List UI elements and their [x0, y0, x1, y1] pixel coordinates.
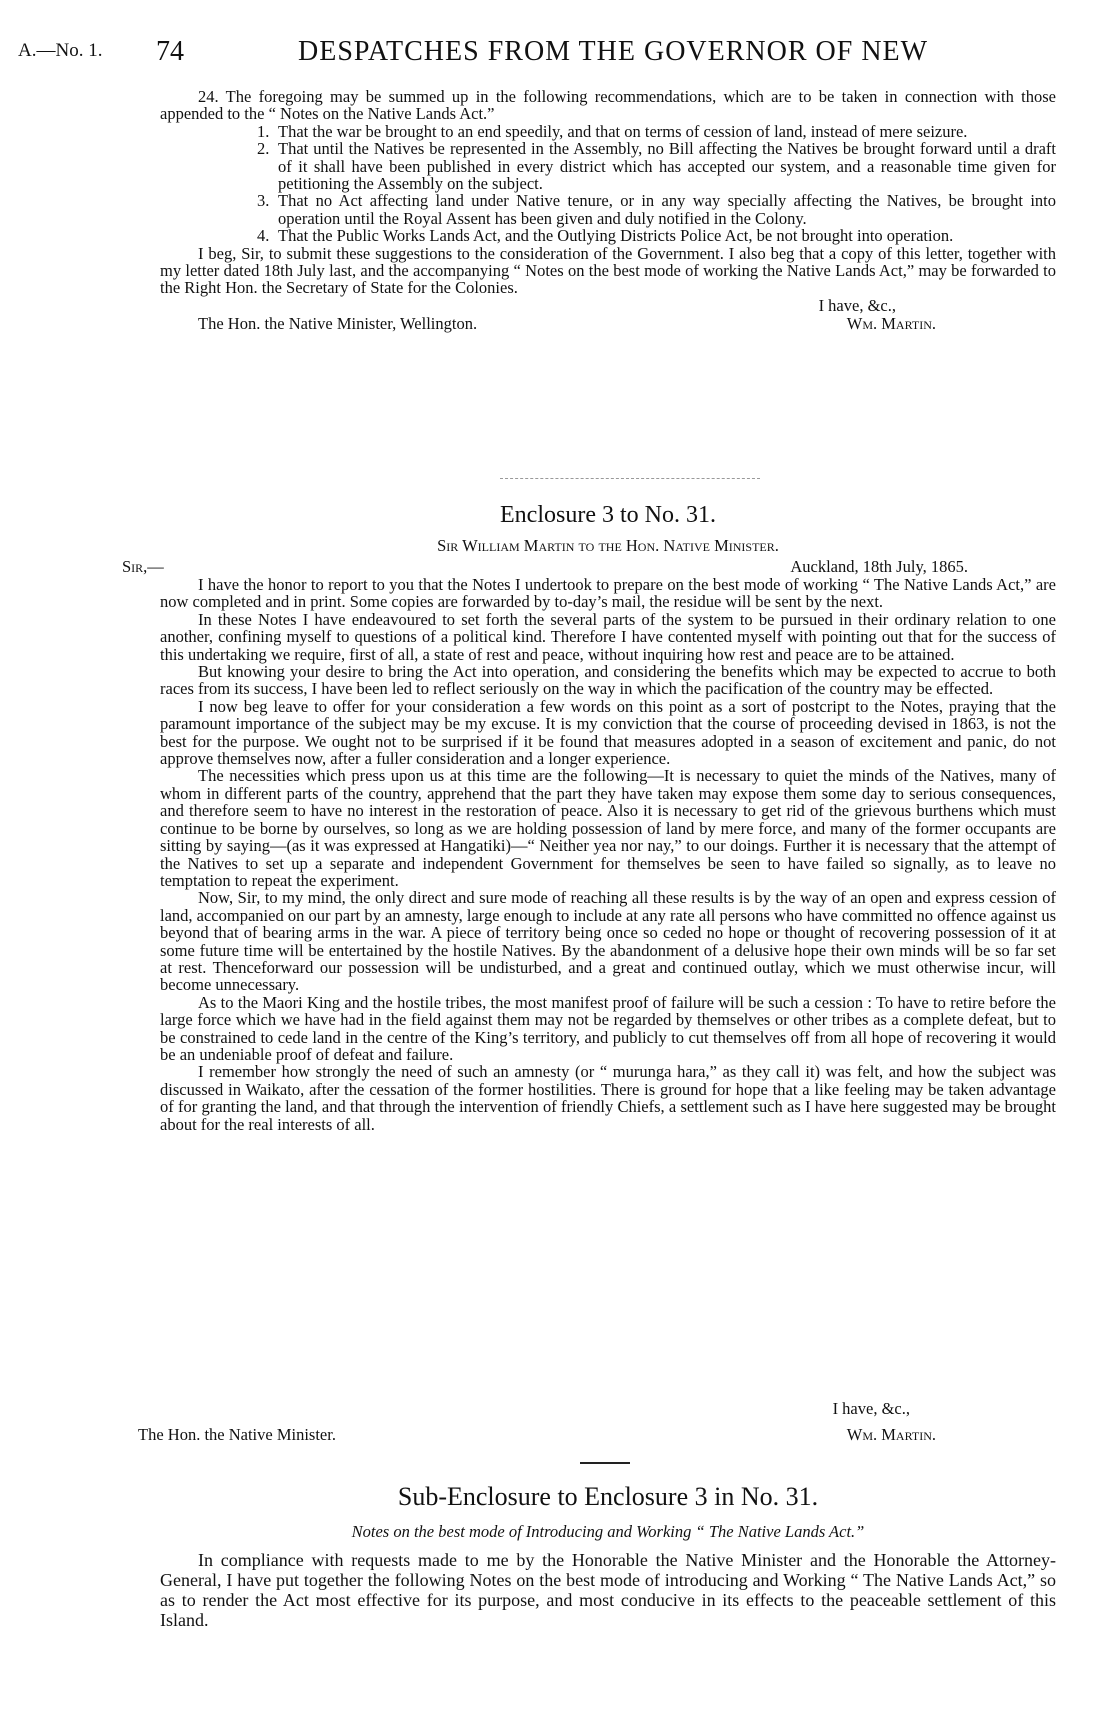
valediction-row: [160, 1400, 1056, 1418]
sub-enclosure-title: Sub-Enclosure to Enclosure 3 in No. 31.: [397, 1482, 819, 1511]
letter-paragraph: I have the honor to report to you that the Notes I undertook to prepare on the best mode of working “ The Native Lands Act,” are now completed and in print. Some copies are forwarded by to-day’s mail, the residue will be sent by the next.: [160, 575, 1056, 612]
enclosure-subtitle: Sir William Martin to the Hon. Native Minister.: [437, 536, 779, 555]
paragraph-24: 24. The foregoing may be summed up in the following recommendations, which are to be taken in connection with those appended to the “ Notes on the Native Lands Act.”: [160, 87, 1056, 124]
sub-enclosure-subtitle: Notes on the best mode of Introducing and Working “ The Native Lands Act.”: [351, 1522, 865, 1541]
section-divider: [500, 478, 760, 479]
salutation: Sir,—: [122, 557, 164, 576]
dateline: [122, 557, 1056, 576]
list-item: 2. That until the Natives be represented in the Assembly, no Bill affecting the Natives be brought forward until a draft of it shall have been published in every district which has accepted our system, and a reasonable time given for petitioning the Assembly on the subject.: [257, 139, 1056, 194]
valediction: I have, &c.,: [818, 295, 896, 315]
signature: Wm. Martin.: [846, 1425, 936, 1444]
notes-paragraph: In compliance with requests made to me by the Honorable the Native Minister and the Honorable the Attorney-General, I have put together the following Notes on the best mode of introducing and Working “ The Native Lands Act,” so as to render the Act most effective for its purpose, and most conducive in its effects to the peaceable settlement of this Island.: [160, 1550, 1056, 1630]
letter-paragraph: I remember how strongly the need of such an amnesty (or “ murunga hara,” as they call it) was felt, and how the subject was discussed in Waikato, after the cessation of the former hostilities. There is ground for hope that a like feeling may be taken advantage of for granting the land, and that through the intervention of friendly Chiefs, a settlement such as I have here suggested may be brought about for the real interests of all.: [160, 1062, 1056, 1134]
letter-paragraph: The necessities which press upon us at this time are the following—It is necessary to quiet the minds of the Natives, many of whom in different parts of the country, apprehend that the part they have taken may expose them some day to serious consequences, and therefore seem to have no interest in the restoration of peace. Also it is necessary to get rid of the grievous burthens which must continue to be borne by ourselves, so long as we are holding possession of land by mere force, and many of the former occupants are sitting by saying—(as it was expressed at Hangatiki)—“ Neither yea nor nay,” to our doings. Further it is necessary that the attempt of the Natives to set up a separate and independent Government for themselves be seen to have failed so signally, as to leave no temptation to repeat the experiment.: [160, 766, 1056, 890]
recommendation-list: [160, 123, 1056, 245]
letter-paragraph: In these Notes I have endeavoured to set forth the several parts of the system to be pursued in their ordinary relation to one another, confining myself to questions of a political kind. Therefore I have contented myself with pointing out that for the success of this undertaking we require, first of all, a state of rest and peace, without inquiring how rest and peace are to be attained.: [160, 609, 1056, 664]
letter-paragraph: But knowing your desire to bring the Act into operation, and considering the benefits which may be expected to accrue to both races from its success, I have been led to reflect seriously on the way in which the pacification of the country may be effected.: [160, 662, 1056, 699]
sub-enclosure-body: [160, 1550, 1056, 1630]
signature: Wm. Martin.: [846, 313, 936, 333]
paper-reference: A.—No. 1.: [18, 40, 103, 61]
letter-paragraph: As to the Maori King and the hostile tribes, the most manifest proof of failure will be such a cession : To have to retire before the large force which we have had in the field against them may not be regarded by themselves or other tribes as a complete defeat, but to be constrained to cede land in the centre of the King’s territory, and publicly to cut themselves off from all hope of recovering it would be an undeniable proof of defeat and failure.: [160, 992, 1056, 1064]
letter-paragraph: I now beg leave to offer for your consideration a few words on this point as a sort of postcript to the Notes, praying that the paramount importance of the subject may be my excuse. It is my conviction that the course of proceeding devised in 1863, is not the best for the purpose. We ought not to be surprised if it be found that measures adopted in a season of excitement and panic, do not approve themselves now, after a fuller consideration and a longer experience.: [160, 696, 1056, 769]
addressee: The Hon. the Native Minister, Wellington.: [198, 313, 478, 333]
running-title: DESPATCHES FROM THE GOVERNOR OF NEW: [298, 36, 929, 67]
enclosure-letter: [122, 557, 1056, 1134]
signature-row: [138, 1425, 1056, 1444]
list-item: 4. That the Public Works Lands Act, and the Outlying Districts Police Act, be not brought into operation.: [257, 226, 954, 246]
page-number: 74: [156, 36, 184, 67]
letter-paragraph: Now, Sir, to my mind, the only direct and sure mode of reaching all these results is by the way of an open and express cession of land, accompanied on our part by an amnesty, large enough to include at any rate all persons who have committed no offence against us beyond that of bearing arms in the war. A piece of territory being once so ceded no hope or thought of recovering possession of it at some future time will be entertained by the hostile Natives. By the abandonment of a delusive hope their own minds will be so far set at rest. Thenceforward our possession will be undisturbed, and a great and continued outlay, which we must otherwise incur, will become unnecessary.: [160, 888, 1056, 995]
enclosure-title: Enclosure 3 to No. 31.: [500, 502, 716, 528]
addressee: The Hon. the Native Minister.: [138, 1425, 336, 1444]
enclosure-signoff: [138, 1399, 1056, 1444]
place-date: Auckland, 18th July, 1865.: [790, 557, 968, 576]
section-divider: [580, 1462, 630, 1464]
signature-row: [160, 315, 1056, 333]
list-item: 1. That the war be brought to an end speedily, and that on terms of cession of land, instead of mere seizure.: [257, 121, 968, 141]
list-item: 3. That no Act affecting land under Native tenure, or in any way specially affecting the Natives, be brought into operation until the Royal Assent has been given and duly notified in the Colony.: [257, 191, 1056, 228]
closing-paragraph: I beg, Sir, to submit these suggestions to the consideration of the Government. I also beg that a copy of this letter, together with my letter dated 18th July last, and the accompanying “ Notes on the best mode of working the Native Lands Act,” may be forwarded to the Right Hon. the Secretary of State for the Colonies.: [160, 243, 1056, 298]
valediction-row: [160, 297, 1056, 315]
letter-continuation: [160, 88, 1056, 333]
valediction: I have, &c.,: [832, 1399, 910, 1418]
page-header: [18, 36, 1098, 76]
